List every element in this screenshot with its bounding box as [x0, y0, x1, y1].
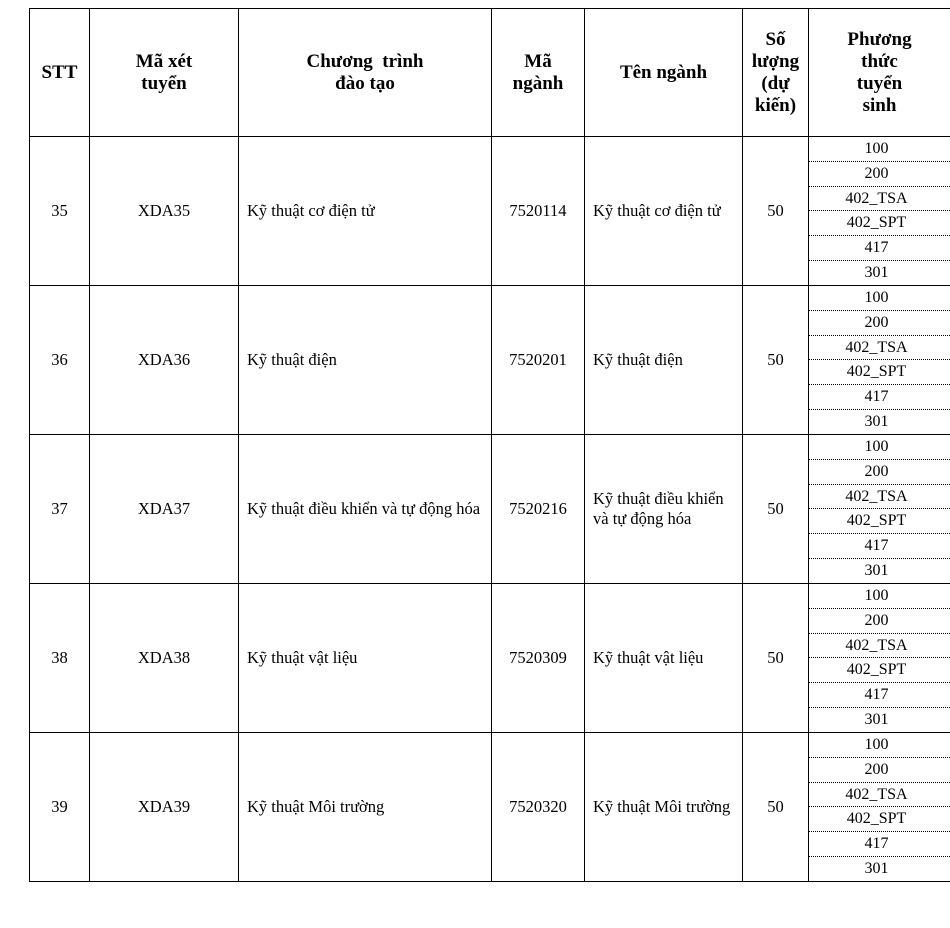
method-item: 402_SPT [809, 807, 950, 832]
method-item: 417 [809, 385, 950, 410]
header-ten-nganh: Tên ngành [585, 9, 743, 137]
cell-ten-nganh: Kỹ thuật vật liệu [585, 584, 743, 733]
cell-so-luong: 50 [743, 733, 809, 882]
header-chuong-trinh-dao-tao: Chương trình đào tạo [239, 9, 492, 137]
cell-ten-nganh: Kỹ thuật điện [585, 286, 743, 435]
method-item: 402_TSA [809, 187, 950, 212]
cell-stt: 35 [30, 137, 90, 286]
method-item: 402_TSA [809, 336, 950, 361]
cell-phuong-thuc-tuyen-sinh [809, 286, 950, 435]
cell-ma-nganh: 7520114 [492, 137, 585, 286]
cell-stt: 36 [30, 286, 90, 435]
cell-chuong-trinh-dao-tao: Kỹ thuật điều khiển và tự động hóa [239, 435, 492, 584]
cell-chuong-trinh-dao-tao: Kỹ thuật Môi trường [239, 733, 492, 882]
method-item: 402_SPT [809, 360, 950, 385]
method-item: 200 [809, 162, 950, 187]
header-so-luong: Số lượng (dự kiến) [743, 9, 809, 137]
cell-ma-nganh: 7520216 [492, 435, 585, 584]
table-row [30, 584, 950, 733]
method-item: 417 [809, 683, 950, 708]
table-header [30, 9, 950, 137]
cell-ma-xet-tuyen: XDA36 [90, 286, 239, 435]
header-ma-nganh: Mã ngành [492, 9, 585, 137]
cell-phuong-thuc-tuyen-sinh [809, 435, 950, 584]
cell-stt: 37 [30, 435, 90, 584]
cell-so-luong: 50 [743, 286, 809, 435]
method-item: 100 [809, 137, 950, 162]
cell-stt: 39 [30, 733, 90, 882]
method-item: 200 [809, 460, 950, 485]
cell-ma-xet-tuyen: XDA38 [90, 584, 239, 733]
method-list [809, 137, 950, 285]
method-item: 301 [864, 413, 889, 431]
cell-phuong-thuc-tuyen-sinh [809, 733, 950, 882]
admissions-table [29, 8, 950, 882]
table-body [30, 137, 950, 882]
cell-so-luong: 50 [743, 584, 809, 733]
method-item: 100 [809, 286, 950, 311]
cell-ma-xet-tuyen: XDA37 [90, 435, 239, 584]
method-item: 301 [864, 711, 889, 729]
header-row [30, 9, 950, 137]
header-ma-xet-tuyen: Mã xét tuyển [90, 9, 239, 137]
table-row [30, 435, 950, 584]
method-item: 200 [809, 311, 950, 336]
method-item: 200 [809, 758, 950, 783]
table-row [30, 286, 950, 435]
cell-ma-nganh: 7520201 [492, 286, 585, 435]
header-stt: STT [30, 9, 90, 137]
method-item: 100 [809, 435, 950, 460]
cell-ma-nganh: 7520320 [492, 733, 585, 882]
cell-stt: 38 [30, 584, 90, 733]
cell-phuong-thuc-tuyen-sinh [809, 137, 950, 286]
method-item: 417 [809, 236, 950, 261]
header-phuong-thuc-tuyen-sinh: Phương thức tuyển sinh [809, 9, 950, 137]
cell-ma-xet-tuyen: XDA39 [90, 733, 239, 882]
cell-so-luong: 50 [743, 137, 809, 286]
method-list [809, 584, 950, 732]
method-item: 417 [809, 534, 950, 559]
cell-ten-nganh: Kỹ thuật Môi trường [585, 733, 743, 882]
method-item: 402_TSA [809, 634, 950, 659]
method-list [809, 733, 950, 881]
table-row [30, 733, 950, 882]
method-item: 417 [809, 832, 950, 857]
cell-ten-nganh: Kỹ thuật cơ điện tử [585, 137, 743, 286]
method-list [809, 286, 950, 434]
method-item: 100 [809, 584, 950, 609]
method-item: 402_TSA [809, 783, 950, 808]
method-item: 402_SPT [809, 658, 950, 683]
method-item: 402_SPT [809, 211, 950, 236]
method-item: 100 [809, 733, 950, 758]
cell-ma-xet-tuyen: XDA35 [90, 137, 239, 286]
method-list [809, 435, 950, 583]
cell-chuong-trinh-dao-tao: Kỹ thuật vật liệu [239, 584, 492, 733]
cell-so-luong: 50 [743, 435, 809, 584]
method-item: 200 [809, 609, 950, 634]
cell-chuong-trinh-dao-tao: Kỹ thuật điện [239, 286, 492, 435]
method-item: 301 [864, 562, 889, 580]
method-item: 402_SPT [809, 509, 950, 534]
cell-ma-nganh: 7520309 [492, 584, 585, 733]
cell-phuong-thuc-tuyen-sinh [809, 584, 950, 733]
method-item: 301 [864, 860, 889, 878]
cell-chuong-trinh-dao-tao: Kỹ thuật cơ điện tử [239, 137, 492, 286]
table-row [30, 137, 950, 286]
method-item: 301 [864, 264, 889, 282]
method-item: 402_TSA [809, 485, 950, 510]
cell-ten-nganh: Kỹ thuật điều khiển và tự động hóa [585, 435, 743, 584]
